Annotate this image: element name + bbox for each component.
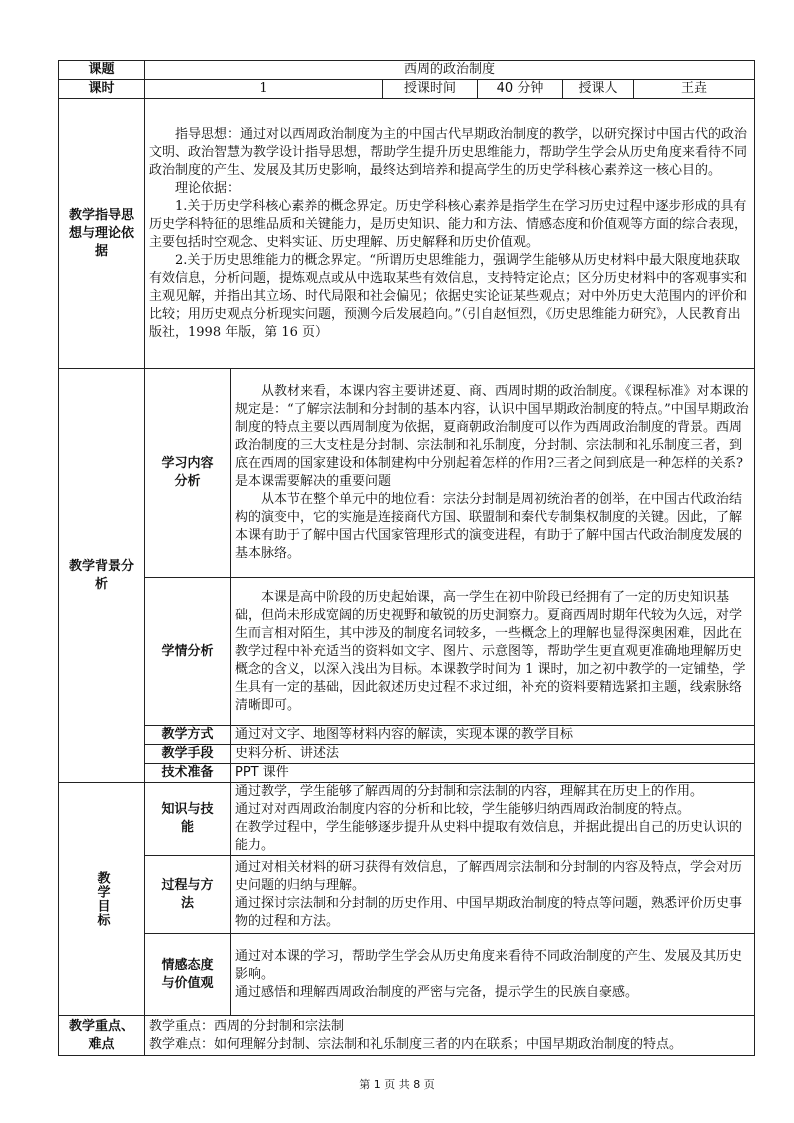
lesson-plan-table: [58, 60, 755, 1056]
process-line: 通过对相关材料的研习获得有效信息，了解西周宗法制和分封制的内容及特点，学会对历史问题的归纳与理解。: [235, 859, 743, 893]
teacher-label: 授课人: [563, 80, 634, 98]
guidance-label: 教学指导思想与理论依据: [59, 99, 145, 369]
guidance-paragraph: 指导思想：通过对以西周政治制度为主的中国古代早期政治制度的教学，以研究探讨中国古代的政治文明、政治智慧为教学设计指导思想，帮助学生提升历史思维能力，帮助学生学会从历史角度来看待不同政治制度的产生、发展及其历史影响，最终达到培养和提高学生的历史学科核心素养这一核心目的。: [149, 126, 748, 178]
knowledge-label: 知识与技能: [145, 783, 231, 856]
teacher-value: 王垚: [681, 81, 708, 96]
method-value: 通过对文字、地图等材料内容的解读，实现本课的教学目标: [231, 726, 755, 745]
content-analysis-label: 学习内容分析: [145, 369, 231, 578]
content-paragraph: 从教材来看，本课内容主要讲述夏、商、西周时期的政治制度。《课程标准》对本课的规定是：“了解宗法制和分封制的基本内容，认识中国早期政治制度的特点。”中国早期政治制度的特点主要以西周制度为依据，夏商朝政治制度可以作为西周政治制度的背景。西周政治制度的三大支柱是分封制、宗法制和礼乐制度，分封制、宗法制和礼乐制度三者，到底在西周的国家建设和体制建构中分别起着怎样的作用?三者之间到底是一种怎样的关系?是本课需要解决的重要问题: [235, 384, 749, 489]
emotion-body: [231, 934, 755, 1016]
students-analysis-body: [231, 578, 755, 726]
hours-label: 课时: [59, 80, 145, 99]
teacher-cell: [563, 80, 755, 99]
process-label: 过程与方法: [145, 856, 231, 934]
goals-label-cell: [59, 783, 145, 1016]
emotion-label: 情感态度与价值观: [145, 934, 231, 1016]
time-label: 授课时间: [383, 80, 478, 99]
tech-value: PPT 课件: [231, 764, 755, 783]
process-body: [231, 856, 755, 934]
means-label: 教学手段: [145, 745, 231, 764]
content-paragraph: 从本节在整个单元中的地位看：宗法分封制是周初统治者的创举，在中国古代政治结构的演变中，它的实施是连接商代方国、联盟制和秦代专制集权制度的关键。因此，了解本课有助于了解中国古代国家管理形式的演变进程，有助于了解中国古代政治制度发展的基本脉络。: [235, 492, 743, 561]
topic-label: 课题: [59, 61, 145, 80]
keypoint-focus: 教学重点：西周的分封制和宗法制: [149, 1018, 345, 1034]
process-line: 通过探讨宗法制和分封制的历史作用、中国早期政治制度的特点等问题，熟悉评价历史事物的过程和方法。: [235, 895, 743, 929]
background-label: 教学背景分析: [59, 369, 145, 783]
keypoints-body: [145, 1016, 755, 1056]
topic-value: 西周的政治制度: [145, 61, 755, 80]
emotion-line: 通过感悟和理解西周政治制度的严密与完备，提示学生的民族自豪感。: [235, 984, 639, 1000]
emotion-line: 通过对本课的学习，帮助学生学会从历史角度来看待不同政治制度的产生、发展及其历史影响。: [235, 948, 743, 982]
knowledge-line: 通过教学，学生能够了解西周的分封制和宗法制的内容，理解其在历史上的作用。: [235, 784, 704, 799]
hours-value: 1: [145, 80, 383, 99]
knowledge-line: 通过对对西周政治制度内容的分析和比较，学生能够归纳西周政治制度的特点。: [235, 802, 691, 817]
students-paragraph: 本课是高中阶段的历史起始课，高一学生在初中阶段已经拥有了一定的历史知识基础，但尚未形成宽阔的历史视野和敏锐的历史洞察力。夏商西周时期年代较为久远，对学生而言相对陌生，其中涉及的制度名词较多，一些概念上的理解也显得深奥困难，因此在教学过程中补充适当的资料如文字、图片、示意图等，帮助学生更直观更准确地理解历史概念的含义，以深入浅出为目标。本课教学时间为 1 课时，加之初中教学的一定铺垫，学生具有一定的基础，因此叙述历史过程不求过细，补充的资料要精选紧扣主题，线索脉络清晰即可。: [235, 589, 746, 713]
means-value: 史料分析、讲述法: [231, 745, 755, 764]
keypoints-label: 教学重点、难点: [59, 1016, 145, 1056]
page-footer: 第 1 页 共 8 页: [359, 1078, 435, 1091]
content-analysis-body: [231, 369, 755, 578]
keypoint-difficulty: 教学难点：如何理解分封制、宗法制和礼乐制度三者的内在联系；中国早期政治制度的特点。: [149, 1036, 683, 1052]
knowledge-body: [231, 783, 755, 856]
knowledge-line: 在教学过程中，学生能够逐步提升从史料中提取有效信息，并据此提出自己的历史认识的能力。: [235, 820, 743, 853]
guidance-paragraph: 1.关于历史学科核心素养的概念界定。历史学科核心素养是指学生在学习历史过程中逐步形成的具有历史学科特征的思维品质和关键能力，是历史知识、能力和方法、情感态度和价值观等方面的综合表现，主要包括时空观念、史料实证、历史理解、历史解释和历史价值观。: [149, 198, 748, 250]
method-label: 教学方式: [145, 726, 231, 745]
guidance-body: [145, 99, 755, 369]
guidance-paragraph: 理论依据：: [175, 180, 241, 196]
students-analysis-label: 学情分析: [145, 578, 231, 726]
time-value: 40 分钟: [478, 80, 563, 99]
guidance-paragraph: 2.关于历史思维能力的概念界定。“所谓历史思维能力，强调学生能够从历史材料中最大限度地获取有效信息，分析问题，提炼观点或从中选取某些有效信息，支持特定论点；区分历史材料中的客观事实和主观见解，并指出其立场、时代局限和社会偏见；依据史实论证某些观点；对中外历史大范围内的评价和比较；用历史观点分析现实问题，预测今后发展趋向。”（引自赵恒烈，《历史思维能力研究》，人民教育出版社，1998 年版，第 16 页）: [149, 252, 748, 340]
tech-label: 技术准备: [145, 764, 231, 783]
goals-label: 教学目标: [94, 871, 110, 927]
